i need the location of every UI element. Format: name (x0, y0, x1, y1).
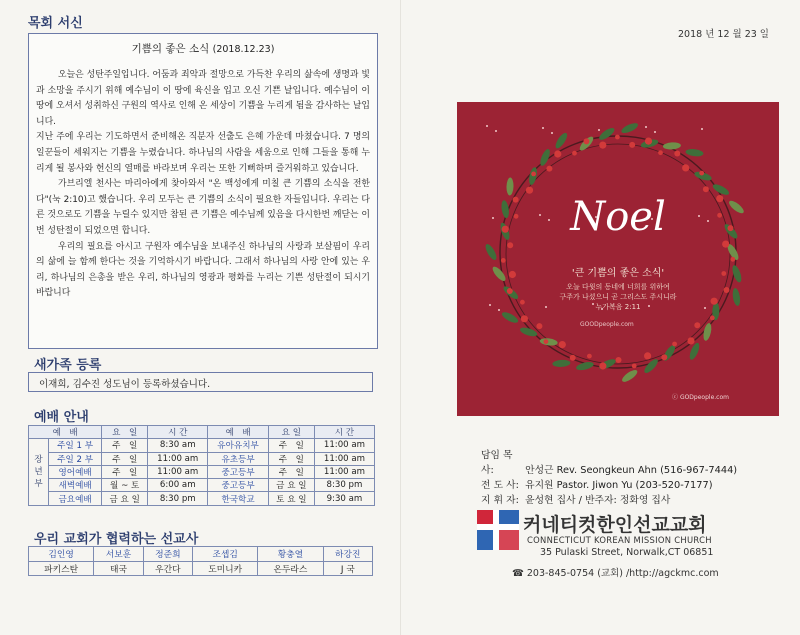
wreath-berry (616, 357, 622, 363)
worship-cell: 중고등부 (208, 465, 269, 478)
worship-cell: 주일 2 부 (49, 452, 102, 465)
wreath-leaf (663, 142, 681, 150)
snow-dot (598, 129, 600, 131)
wreath-berry (554, 150, 561, 157)
letter-date: (2018.12.23) (212, 44, 275, 55)
fold-line (400, 0, 401, 635)
worship-cell: 11:00 am (314, 465, 374, 478)
staff-row (481, 493, 737, 508)
worship-cell: 주 일 (268, 452, 314, 465)
worship-cell: 한국학교 (208, 492, 269, 505)
snow-dot (542, 127, 544, 129)
wreath-berry (687, 337, 694, 344)
wreath-berry (674, 151, 680, 157)
wreath-leaf (685, 148, 704, 157)
snow-dot (486, 125, 488, 127)
wreath-berry (644, 352, 651, 359)
church-address: 35 Pulaski Street, Norwalk,CT 06851 (540, 547, 714, 558)
mission-countries-row (29, 561, 373, 576)
missionary-name: 정준희 (143, 547, 192, 562)
wreath-berry (583, 138, 589, 144)
church-name-english: CONNECTICUT KOREAN MISSION CHURCH (527, 535, 712, 545)
mission-country: 온두라스 (258, 561, 323, 576)
staff-row (481, 478, 737, 493)
phone-icon: ☎ (512, 568, 524, 579)
church-contact (512, 565, 719, 579)
staff-label: 담임 목사: (481, 450, 513, 476)
noel-brand-watermark: GOODpeople.com (580, 321, 634, 328)
pastor-letter-box (28, 33, 378, 349)
staff-list (481, 448, 737, 508)
wreath-leaf (620, 121, 639, 135)
worship-cell: 8:30 pm (148, 492, 208, 505)
mission-country: 태국 (94, 561, 143, 576)
wreath-berry (682, 164, 689, 171)
wreath-berry (526, 187, 533, 194)
worship-cell: 금요예배 (49, 492, 102, 505)
worship-cell: 11:00 am (314, 452, 374, 465)
pastor-letter-heading: 목회 서신 (28, 16, 83, 31)
letter-paragraph: 우리의 필요를 아시고 구원자 예수님을 보내주신 하나님의 사랑과 보살핌이 우리의 삶에 늘 함께 한다는 것을 기억하시기 바랍니다. 그래서 하나님의 사랑 안에 있는 우리, 하나님의 은총을 받은 우리, 하나님의 영광과 평화를 누리는 기쁜 성탄절이 되시기 바랍니다 (36, 241, 370, 299)
wreath-berry (546, 166, 552, 172)
wreath-berry (615, 135, 620, 140)
worship-header-cell: 시 간 (148, 426, 208, 439)
wreath-leaf (642, 357, 660, 375)
worship-cell: 주 일 (102, 465, 148, 478)
worship-group-label: 장 년 부 (29, 439, 49, 505)
registration-box (28, 372, 373, 392)
bulletin-date: 2018 년 12 월 23 일 (678, 29, 769, 40)
wreath-berry (658, 150, 663, 155)
wreath-berry (507, 242, 513, 248)
worship-header-cell: 요 일 (102, 426, 148, 439)
wreath-berry (672, 342, 677, 347)
worship-row (29, 492, 375, 505)
wreath-illustration (457, 102, 779, 416)
wreath-leaf (597, 126, 616, 142)
wreath-berry (722, 241, 729, 248)
verse-line: 구주가 나셨으니 곧 그리스도 주시니라 (559, 293, 677, 301)
wreath-berry (710, 316, 715, 321)
wreath-berry (661, 354, 667, 360)
worship-header-cell: 시 간 (314, 426, 374, 439)
worship-header-cell: 예 배 (208, 426, 269, 439)
missions-heading: 우리 교회가 협력하는 선교사 (34, 532, 199, 547)
worship-cell: 새벽예배 (49, 479, 102, 492)
worship-header-row (29, 426, 375, 439)
worship-cell: 8:30 am (148, 439, 208, 452)
mission-country: 파키스탄 (29, 561, 94, 576)
wreath-berry (632, 364, 637, 369)
snow-dot (495, 130, 497, 132)
worship-table (28, 425, 375, 506)
snow-dot (645, 126, 647, 128)
missionary-name: 김인영 (29, 547, 94, 562)
worship-cell: 월 ~ 토 (102, 479, 148, 492)
wreath-berry (629, 142, 635, 148)
staff-value: 안성근 Rev. Seongkeun Ahn (516-967-7444) (525, 465, 738, 476)
worship-cell: 11:00 am (148, 452, 208, 465)
wreath-leaf (483, 242, 498, 261)
worship-cell: 주 일 (102, 452, 148, 465)
worship-cell: 금 요 일 (102, 492, 148, 505)
wreath-berry (730, 257, 735, 262)
snow-dot (551, 132, 553, 134)
letter-body (36, 68, 370, 302)
worship-cell: 유아유치부 (208, 439, 269, 452)
missions-table (28, 546, 373, 576)
worship-row (29, 479, 375, 492)
worship-cell: 11:00 am (314, 439, 374, 452)
worship-cell: 영어예배 (49, 465, 102, 478)
snow-dot (701, 128, 703, 130)
worship-cell: 11:00 am (148, 465, 208, 478)
worship-cell: 주 일 (102, 439, 148, 452)
worship-row (29, 452, 375, 465)
verse-reference: 누가복음 2:11 (595, 303, 641, 311)
worship-cell: 주 일 (268, 439, 314, 452)
noel-subtitle: '큰 기쁨의 좋은 소식' (571, 268, 665, 279)
worship-row (29, 465, 375, 478)
registration-text: 이재희, 김수진 성도님이 등록하셨습니다. (39, 379, 211, 390)
worship-cell: 중고등부 (208, 479, 269, 492)
staff-label: 지 휘 자: (481, 495, 519, 506)
missionary-names-row (29, 547, 373, 562)
letter-title (29, 41, 377, 56)
noel-verse (457, 282, 779, 312)
church-contact-text: 203-845-0754 (교회) /http://agckmc.com (526, 568, 719, 579)
noel-credit: ⓒ GODpeople.com (672, 394, 729, 401)
staff-label: 전 도 사: (481, 480, 519, 491)
wreath-berry (699, 171, 704, 176)
wreath-berry (599, 362, 606, 369)
wreath-berry (570, 355, 576, 361)
staff-value: 유지원 Pastor. Jiwon Yu (203-520-7177) (525, 480, 713, 491)
worship-cell: 주 일 (268, 465, 314, 478)
worship-cell: 유초등부 (208, 452, 269, 465)
church-logo-icon (477, 510, 519, 550)
wreath-berry (694, 322, 700, 328)
wreath-berry (645, 138, 652, 145)
wreath-leaf (575, 361, 594, 372)
wreath-berry (531, 172, 536, 177)
worship-cell: 토 요 일 (268, 492, 314, 505)
wreath-berry (587, 354, 592, 359)
wreath-leaf (552, 359, 570, 367)
wreath-berry (572, 151, 577, 156)
worship-cell: 8:30 pm (314, 479, 374, 492)
missionary-name: 황충열 (258, 547, 323, 562)
wreath-berry (536, 323, 542, 329)
mission-country: 도미니카 (193, 561, 258, 576)
worship-cell: 금 요 일 (268, 479, 314, 492)
worship-header-cell: 요 일 (268, 426, 314, 439)
wreath-berry (544, 339, 549, 344)
mission-country: J 국 (323, 561, 372, 576)
noel-card (457, 102, 779, 416)
wreath-leaf (506, 177, 514, 195)
wreath-berry (703, 186, 709, 192)
letter-title-text: 기쁨의 좋은 소식 (131, 43, 210, 55)
worship-cell: 주일 1 부 (49, 439, 102, 452)
mission-country: 우간다 (143, 561, 192, 576)
verse-line: 오늘 다윗의 동네에 너희를 위하여 (566, 283, 670, 291)
worship-row (29, 439, 375, 452)
wreath-berry (599, 142, 606, 149)
church-name-korean: 커네티컷한인선교교회 (523, 514, 707, 536)
letter-paragraph: 가브리엘 천사는 마리아에게 찾아와서 "온 백성에게 미칠 큰 기쁨의 소식을 전한다"(눅 2:10)고 했습니다. 우리 모두는 큰 기쁨의 소식이 필요한 자들입니다. 우리는 다른 것으로도 기쁨을 누릴수 있지만 참된 큰 기쁨은 예수님께 있음을 다시한번 깨닫는 이번 성탄절이 되었으면 합니다. (36, 179, 370, 236)
wreath-leaf (620, 368, 639, 384)
worship-cell: 9:30 am (314, 492, 374, 505)
wreath-berry (501, 258, 506, 263)
letter-paragraph: 지난 주에 우리는 기도하면서 준비해온 직분자 선출도 은혜 가운데 마쳤습니다. 7 명의 일꾼들이 세워지는 기쁨을 누렸습니다. 하나님의 사람을 세움으로 인해 그들을 통해 누리게 될 봉사와 헌신의 열매를 바라보며 우리는 또한 기뻐하며 즐거워하고 있습니다. (36, 132, 370, 174)
wreath-berry (559, 341, 566, 348)
missionary-name: 조셉김 (193, 547, 258, 562)
staff-value: 윤성현 집사 / 반주자: 정화영 집사 (525, 495, 671, 506)
wreath-berry (521, 315, 528, 322)
worship-cell: 6:00 am (148, 479, 208, 492)
missionary-name: 서보훈 (94, 547, 143, 562)
staff-row (481, 448, 737, 478)
noel-title: Noel (570, 194, 666, 240)
letter-paragraph: 오늘은 성탄주일입니다. 어둠과 죄악과 절망으로 가득찬 우리의 삶속에 생명과 빛과 소망을 주시기 위해 예수님이 이 땅에 육신을 입고 오신 기쁜 날입니다. 예수님이 이 땅에 오셔서 성취하신 구원의 역사로 인해 온 세상이 기쁨을 누리게 됨을 감사하는 날입니다. (36, 70, 370, 127)
worship-header-cell: 예 배 (29, 426, 102, 439)
registration-heading: 새가족 등록 (34, 358, 102, 373)
church-logo-block (477, 510, 777, 550)
snow-dot (654, 131, 656, 133)
missionary-name: 하강진 (323, 547, 372, 562)
worship-heading: 예배 안내 (34, 410, 89, 425)
